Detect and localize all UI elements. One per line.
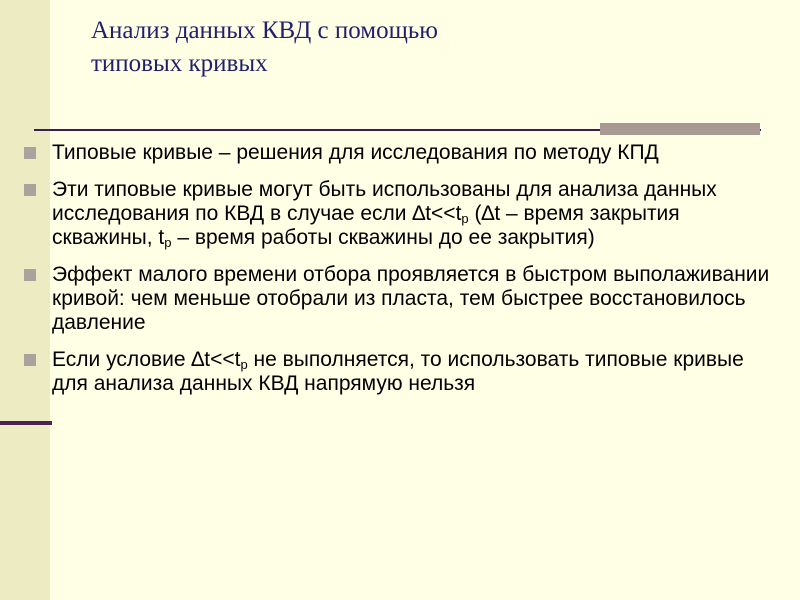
- bullet-item: [24, 348, 774, 396]
- bullet-text-part: – время работы скважины до ее закрытия): [171, 226, 595, 249]
- bullet-square-icon: [24, 184, 36, 196]
- bullet-item: [24, 263, 774, 335]
- subscript: p: [240, 357, 248, 372]
- bullet-text: Эффект малого времени отбора проявляется в быстром выполаживании кривой: чем меньше отобрали из пласта, тем быстрее восстановилось давление: [52, 263, 770, 334]
- title-divider-block: [600, 123, 760, 135]
- bullet-text-part: Эти типовые кривые могут быть использованы для анализа данных исследования по КВД в случае если ∆t<<t: [52, 178, 717, 225]
- bullet-square-icon: [24, 354, 36, 366]
- subscript: p: [164, 235, 172, 250]
- subscript: p: [461, 211, 469, 226]
- bullet-text-part: (∆t – время закрытия скважины, t: [52, 202, 680, 249]
- bullet-item: [24, 178, 774, 250]
- slide-title-line-1: Анализ данных КВД с помощью: [91, 17, 438, 44]
- bullet-list: [24, 141, 774, 409]
- slide-title-line-2: типовых кривых: [91, 50, 268, 77]
- bullet-square-icon: [24, 147, 36, 159]
- bullet-text-part: Если условие ∆t<<t: [52, 348, 241, 371]
- slide-title: [91, 14, 651, 80]
- left-accent-line: [0, 421, 52, 425]
- bullet-square-icon: [24, 269, 36, 281]
- bullet-text: [52, 178, 717, 249]
- bullet-text: [52, 348, 744, 395]
- bullet-text: Типовые кривые – решения для исследования по методу КПД: [52, 141, 659, 164]
- bullet-text-part: не выполняется, то использовать типовые кривые для анализа данных КВД напрямую нельзя: [52, 348, 744, 395]
- bullet-item: [24, 141, 774, 165]
